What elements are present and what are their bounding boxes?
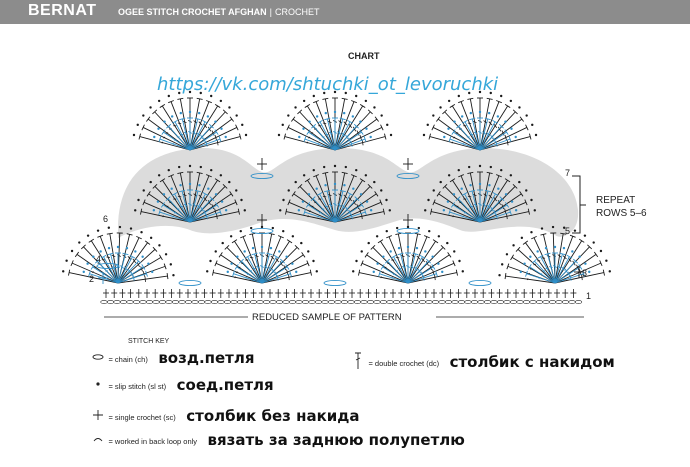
row-number-1: 1 [586,291,592,301]
key-label-double-crochet: = double crochet (dc) [368,359,440,369]
double-crochet-symbol-icon [352,352,364,372]
stitch-key-heading: STITCH KEY [128,338,170,345]
translation-slip-stitch: соед.петля [176,376,274,394]
watermark-url: https://vk.com/shtuchki_ot_levoruchki [157,74,499,95]
key-row-chain [92,349,255,367]
row-number-3: 3 [582,268,588,278]
key-label-slip-stitch: = slip stitch (sl st) [108,382,167,392]
foundation-row [101,289,582,304]
edge-sc-left [98,272,108,284]
key-label-back-loop: = worked in back loop only [108,437,198,447]
back-loop-symbol-icon [92,435,104,445]
connector-chain-bottom-1 [324,280,346,285]
key-label-single-crochet: = single crochet (sc) [108,413,176,423]
pattern-title: OGEE STITCH CROCHET AFGHAN [118,7,267,17]
connector-chain-bottom-2 [469,280,491,285]
translation-chain: возд.петля [158,349,255,367]
translation-double-crochet: столбик с накидом [449,353,615,371]
chart-heading: CHART [348,51,380,61]
connector-chain-bottom-0 [179,280,201,285]
row-number-7: 7 [565,168,571,178]
single-crochet-symbol-icon [92,410,104,422]
key-row-single-crochet [92,407,360,425]
key-row-double-crochet [352,352,615,372]
title-separator: | [269,7,273,17]
row-number-6: 6 [103,214,109,224]
key-row-slip-stitch [92,376,274,394]
row-number-2: 2 [89,274,95,284]
category-label: CROCHET [275,7,320,17]
translation-single-crochet: столбик без накида [186,407,360,425]
connector-sc-top-0 [257,158,267,170]
key-label-chain: = chain (ch) [108,355,148,365]
repeat-label-line2: ROWS 5–6 [596,208,647,219]
connector-sc-top-1 [403,158,413,170]
key-row-back-loop [92,431,465,449]
row-number-4: 4 [96,254,102,264]
chain-symbol-icon [92,353,104,363]
repeat-label-line1: REPEAT [596,195,636,206]
chart-caption: REDUCED SAMPLE OF PATTERN [252,312,402,323]
translation-back-loop: вязать за заднюю полупетлю [207,431,465,449]
row-number-5: 5 [565,226,571,236]
brand-logo: BERNAT [28,2,97,19]
slip-stitch-symbol-icon [92,380,104,390]
